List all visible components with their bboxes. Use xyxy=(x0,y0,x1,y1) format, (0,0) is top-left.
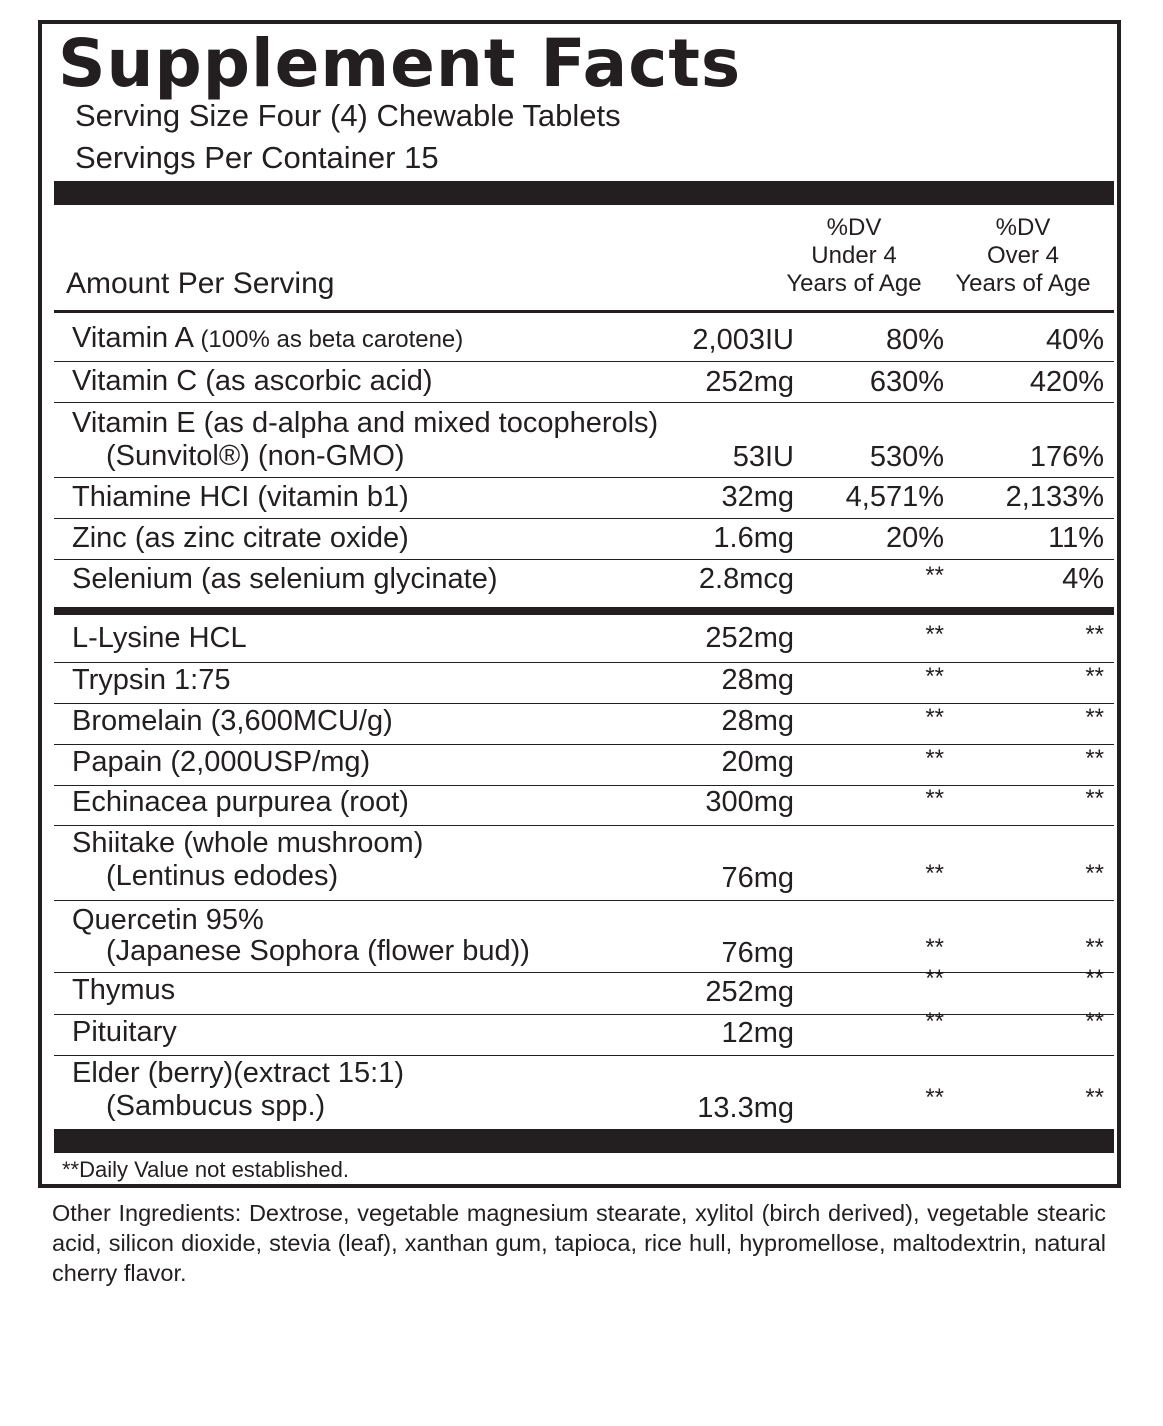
ingredient-dv-over4: ** xyxy=(1085,860,1104,887)
nutrient-name: Selenium (as selenium glycinate) xyxy=(72,563,498,595)
ingredient-dv-under4: ** xyxy=(925,965,944,992)
other-ingredients: Other Ingredients: Dextrose, vegetable magnesium stearate, xylitol (birch derived), vegetable stearic acid, silicon dioxide, stevia (leaf), xanthan gum, tapioca, rice hull, hypromellose, maltodextrin, natural cherry flavor. xyxy=(52,1200,1106,1286)
nutrient-name: Vitamin C (as ascorbic acid) xyxy=(72,365,433,397)
table-row xyxy=(54,1056,1114,1128)
nutrient-name: Zinc (as zinc citrate oxide) xyxy=(72,522,409,554)
table-row xyxy=(54,826,1114,901)
nutrient-dv-under4: 530% xyxy=(869,441,944,473)
table-row xyxy=(54,320,1114,362)
ingredient-dv-over4: ** xyxy=(1085,745,1104,772)
ingredient-dv-over4: ** xyxy=(1085,1008,1104,1035)
ingredient-dv-over4: ** xyxy=(1085,1084,1104,1111)
ingredient-name: Echinacea purpurea (root) xyxy=(72,786,409,818)
table-row xyxy=(54,478,1114,519)
ingredient-name: Shiitake (whole mushroom) xyxy=(72,827,424,859)
ingredient-amount: 300mg xyxy=(705,786,794,818)
ingredient-amount: 252mg xyxy=(705,976,794,1008)
dv-over4-line2: Over 4 xyxy=(986,242,1060,269)
dv-over4-line3: Years of Age xyxy=(955,270,1091,297)
ingredient-amount: 13.3mg xyxy=(697,1092,794,1124)
ingredient-subname: (Japanese Sophora (flower bud)) xyxy=(106,935,530,967)
ingredient-subname: (Lentinus edodes) xyxy=(106,860,339,892)
table-row xyxy=(54,704,1114,745)
table-row xyxy=(54,965,1114,1015)
nutrient-amount: 2.8mcg xyxy=(698,563,794,595)
servings-per-container: Servings Per Container 15 xyxy=(75,140,439,175)
ingredient-dv-over4: ** xyxy=(1085,704,1104,731)
nutrient-dv-over4: 4% xyxy=(1062,563,1104,595)
dv-under4-header xyxy=(770,214,938,298)
nutrient-dv-under4: 20% xyxy=(885,522,944,554)
ingredient-name: Bromelain (3,600MCU/g) xyxy=(72,705,393,737)
section-thick-rule xyxy=(54,607,1114,615)
nutrient-dv-under4: 4,571% xyxy=(845,481,944,513)
ingredient-dv-over4: ** xyxy=(1085,663,1104,690)
ingredient-subname: (Sambucus spp.) xyxy=(106,1090,326,1122)
nutrient-amount: 1.6mg xyxy=(713,522,794,554)
ingredient-name: L-Lysine HCL xyxy=(72,622,247,654)
table-row xyxy=(54,1008,1114,1056)
dv-under4-line3: Years of Age xyxy=(786,270,922,297)
ingredient-name: Pituitary xyxy=(72,1016,177,1048)
supplement-facts-panel xyxy=(38,20,1121,1188)
ingredient-name: Thymus xyxy=(72,974,176,1006)
nutrient-name xyxy=(72,322,463,355)
ingredient-amount: 12mg xyxy=(721,1017,794,1049)
daily-value-footnote: **Daily Value not established. xyxy=(62,1157,349,1182)
ingredient-amount: 28mg xyxy=(721,705,794,737)
nutrient-amount: 2,003IU xyxy=(692,324,794,356)
nutrient-amount: 252mg xyxy=(705,366,794,398)
nutrient-amount: 32mg xyxy=(721,481,794,513)
dv-under4-line2: Under 4 xyxy=(811,242,897,269)
dv-under4-line1: %DV xyxy=(826,214,882,241)
serving-size: Serving Size Four (4) Chewable Tablets xyxy=(75,98,621,133)
dv-over4-header xyxy=(940,214,1106,298)
table-row xyxy=(54,560,1114,604)
ingredient-dv-under4: ** xyxy=(925,1084,944,1111)
top-thick-bar xyxy=(54,181,1114,205)
ingredient-name: Elder (berry)(extract 15:1) xyxy=(72,1057,404,1089)
nutrient-amount: 53IU xyxy=(732,441,794,473)
table-row xyxy=(54,663,1114,704)
ingredient-amount: 20mg xyxy=(721,746,794,778)
ingredient-dv-over4: ** xyxy=(1085,934,1104,961)
ingredient-dv-under4: ** xyxy=(925,663,944,690)
ingredient-dv-under4: ** xyxy=(925,745,944,772)
ingredient-dv-over4: ** xyxy=(1085,621,1104,648)
header-rule xyxy=(54,310,1114,313)
nutrient-name: Thiamine HCI (vitamin b1) xyxy=(72,481,409,513)
bottom-thick-bar xyxy=(54,1129,1114,1153)
nutrient-note: (100% as beta carotene) xyxy=(200,326,464,353)
table-row xyxy=(54,745,1114,786)
nutrient-dv-over4: 176% xyxy=(1029,441,1104,473)
ingredient-dv-under4: ** xyxy=(925,934,944,961)
table-row xyxy=(54,362,1114,403)
nutrient-name-main: Vitamin A xyxy=(72,322,201,354)
ingredient-amount: 76mg xyxy=(721,937,794,969)
table-row xyxy=(54,786,1114,826)
table-row xyxy=(54,403,1114,478)
nutrient-dv-under4: 630% xyxy=(869,366,944,398)
ingredient-name: Trypsin 1:75 xyxy=(72,664,231,696)
ingredient-amount: 76mg xyxy=(721,862,794,894)
ingredient-name: Papain (2,000USP/mg) xyxy=(72,746,371,778)
nutrient-dv-over4: 2,133% xyxy=(1005,481,1104,513)
table-row xyxy=(54,621,1114,663)
ingredient-dv-under4: ** xyxy=(925,860,944,887)
ingredient-name: Quercetin 95% xyxy=(72,904,264,936)
nutrient-dv-over4: 40% xyxy=(1045,324,1104,356)
ingredient-dv-under4: ** xyxy=(925,785,944,812)
table-row xyxy=(54,901,1114,973)
ingredient-dv-over4: ** xyxy=(1085,965,1104,992)
nutrient-subname: (Sunvitol®) (non-GMO) xyxy=(106,440,405,472)
ingredient-dv-under4: ** xyxy=(925,704,944,731)
label-title: Supplement Facts xyxy=(58,25,742,102)
ingredient-amount: 252mg xyxy=(705,622,794,654)
dv-over4-line1: %DV xyxy=(995,214,1051,241)
ingredient-dv-over4: ** xyxy=(1085,785,1104,812)
nutrient-dv-over4: 420% xyxy=(1029,366,1104,398)
table-row xyxy=(54,519,1114,560)
ingredient-dv-under4: ** xyxy=(925,621,944,648)
amount-per-serving-header: Amount Per Serving xyxy=(66,267,335,300)
nutrient-dv-under4: 80% xyxy=(885,324,944,356)
nutrient-name: Vitamin E (as d-alpha and mixed tocopherols) xyxy=(72,407,659,439)
ingredient-dv-under4: ** xyxy=(925,1008,944,1035)
nutrient-dv-under4: ** xyxy=(925,562,944,589)
nutrient-dv-over4: 11% xyxy=(1048,522,1104,554)
ingredient-amount: 28mg xyxy=(721,664,794,696)
